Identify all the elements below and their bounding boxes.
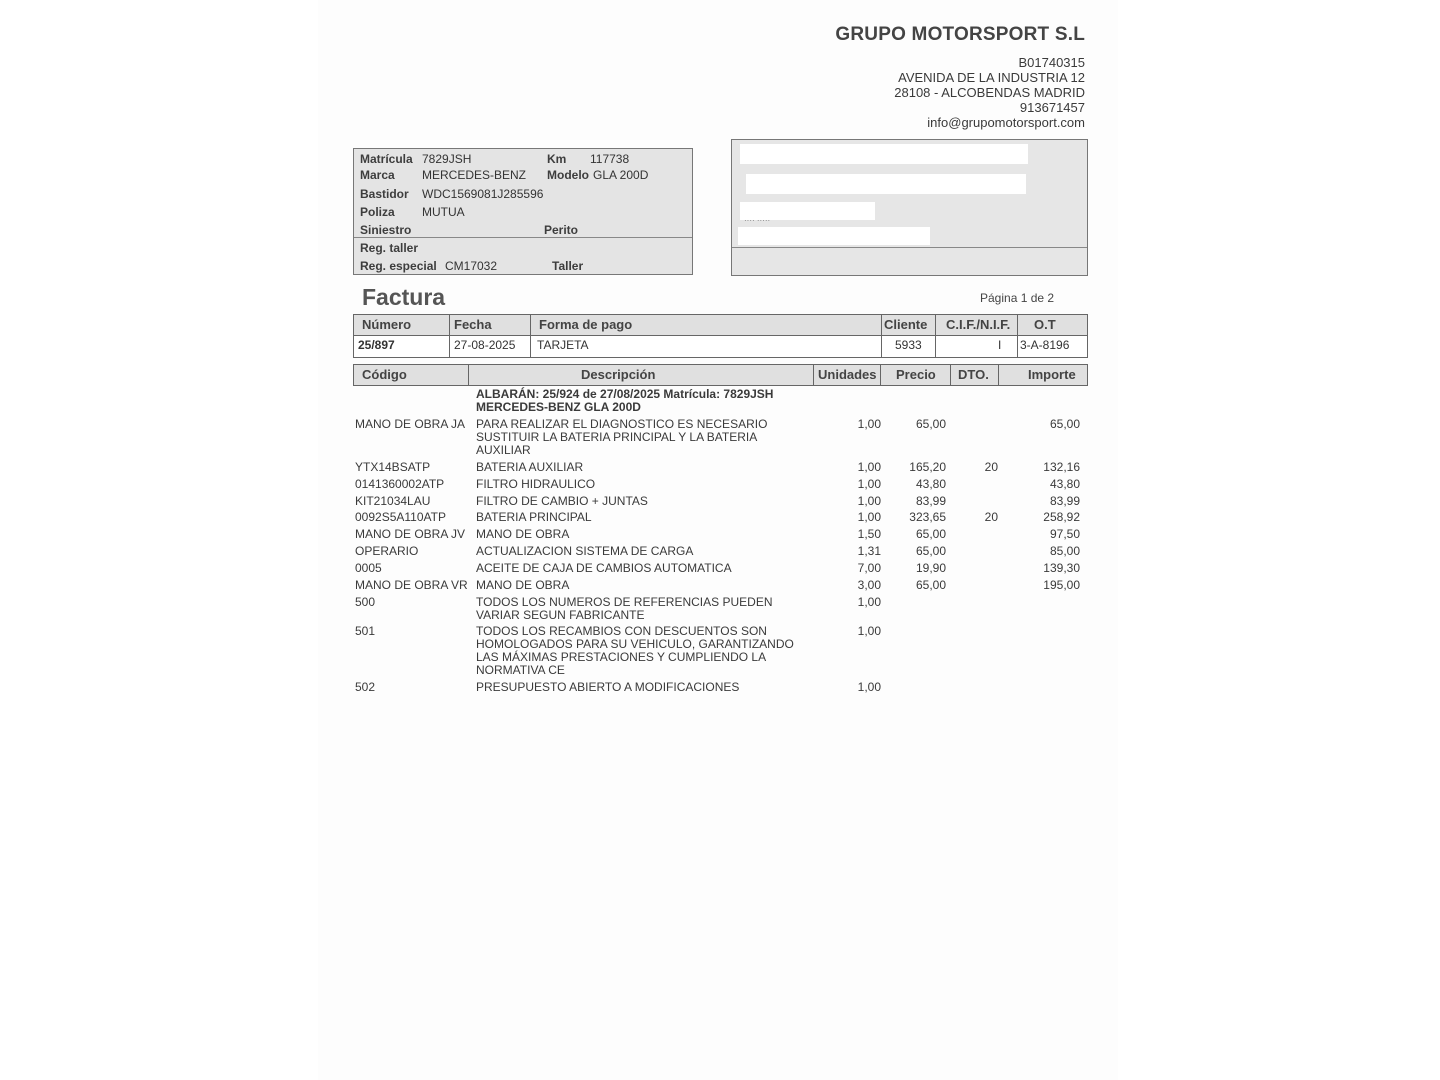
- page-indicator: Página 1 de 2: [980, 291, 1055, 305]
- line-code: MANO DE OBRA JV: [355, 527, 466, 541]
- poliza-value: MUTUA: [422, 205, 465, 219]
- reg-especial-value: CM17032: [445, 259, 498, 273]
- line-description: TODOS LOS RECAMBIOS CON DESCUENTOS SON HOMOLOGADOS PARA SU VEHICULO, GARANTIZANDO LAS MÁXIMAS PRESTACIONES Y CUMPLIENDO LA NORMATIVA CE: [476, 624, 794, 677]
- line-description: MANO DE OBRA: [476, 578, 570, 592]
- client-faint-text: ···· ·····: [744, 216, 771, 225]
- line-units: 3,00: [857, 578, 881, 592]
- perito-label: Perito: [544, 223, 579, 237]
- header-numero: Número: [362, 317, 412, 332]
- invoice-date: 27-08-2025: [454, 338, 516, 352]
- km-value: 117738: [590, 152, 630, 166]
- line-total: 97,50: [1049, 527, 1080, 541]
- line-code: 0092S5A110ATP: [355, 510, 446, 524]
- col-unidades: Unidades: [818, 367, 877, 382]
- line-units: 1,00: [857, 680, 881, 694]
- reg-especial-label: Reg. especial: [360, 259, 437, 273]
- matricula-label: Matrícula: [360, 152, 413, 166]
- line-units: 1,00: [857, 460, 881, 474]
- line-description: FILTRO HIDRAULICO: [476, 477, 596, 491]
- line-code: OPERARIO: [355, 544, 419, 558]
- line-code: 501: [355, 624, 376, 638]
- col-importe: Importe: [1028, 367, 1076, 382]
- col-codigo: Código: [362, 367, 407, 382]
- line-units: 1,31: [857, 544, 881, 558]
- company-name: GRUPO MOTORSPORT S.L: [835, 24, 1085, 45]
- line-code: 500: [355, 595, 376, 609]
- line-description: ACEITE DE CAJA DE CAMBIOS AUTOMATICA: [476, 561, 732, 575]
- line-description: MANO DE OBRA: [476, 527, 570, 541]
- km-label: Km: [547, 152, 567, 166]
- line-total: 65,00: [1049, 417, 1080, 431]
- line-price: 43,80: [915, 477, 946, 491]
- line-code: KIT21034LAU: [355, 494, 431, 508]
- taller-label: Taller: [552, 259, 584, 273]
- line-units: 1,00: [857, 624, 881, 638]
- matricula-value: 7829JSH: [422, 152, 472, 166]
- line-price: 19,90: [915, 561, 946, 575]
- line-code: 502: [355, 680, 376, 694]
- company-header: [835, 24, 1085, 130]
- line-code: 0141360002ATP: [355, 477, 445, 491]
- line-price: 65,00: [915, 527, 946, 541]
- line-description: ACTUALIZACION SISTEMA DE CARGA: [476, 544, 694, 558]
- company-address: AVENIDA DE LA INDUSTRIA 12: [898, 70, 1085, 85]
- line-code: YTX14BSATP: [355, 460, 431, 474]
- line-description: BATERIA PRINCIPAL: [476, 510, 592, 524]
- line-total: 258,92: [1043, 510, 1080, 524]
- line-units: 1,00: [857, 595, 881, 609]
- line-units: 1,00: [857, 494, 881, 508]
- lines-table-header: [353, 364, 1088, 386]
- header-cliente: Cliente: [884, 317, 928, 332]
- line-code: MANO DE OBRA JA: [355, 417, 466, 431]
- marca-value: MERCEDES-BENZ: [422, 168, 527, 182]
- line-units: 1,00: [857, 477, 881, 491]
- bastidor-label: Bastidor: [360, 187, 409, 201]
- line-total: 83,99: [1049, 494, 1080, 508]
- line-price: 323,65: [909, 510, 946, 524]
- line-units: 1,00: [857, 417, 881, 431]
- line-total: 195,00: [1043, 578, 1080, 592]
- client-number: 5933: [895, 338, 922, 352]
- payment-method: TARJETA: [537, 338, 589, 352]
- line-description: BATERIA AUXILIAR: [476, 460, 584, 474]
- bastidor-value: WDC1569081J285596: [422, 187, 544, 201]
- line-total: 43,80: [1049, 477, 1080, 491]
- line-price: 83,99: [915, 494, 946, 508]
- modelo-value: GLA 200D: [593, 168, 649, 182]
- albaran-line-2: MERCEDES-BENZ GLA 200D: [476, 400, 641, 414]
- col-precio: Precio: [896, 367, 936, 382]
- company-phone: 913671457: [1019, 100, 1085, 115]
- reg-taller-label: Reg. taller: [360, 241, 419, 255]
- invoice-header-table: [353, 314, 1088, 358]
- vehicle-box-divider: [354, 237, 692, 238]
- line-price: 65,00: [915, 578, 946, 592]
- redaction-bar: [746, 174, 1026, 194]
- line-units: 1,50: [857, 527, 881, 541]
- line-total: 139,30: [1043, 561, 1080, 575]
- line-dto: 20: [984, 460, 998, 474]
- header-fecha: Fecha: [454, 317, 492, 332]
- work-order: 3-A-8196: [1020, 338, 1070, 352]
- albaran-line-1: ALBARÁN: 25/924 de 27/08/2025 Matrícula: 7829JSH: [476, 387, 774, 401]
- line-code: MANO DE OBRA VR: [355, 578, 468, 592]
- col-dto: DTO.: [958, 367, 989, 382]
- line-price: 165,20: [909, 460, 946, 474]
- company-email: info@grupomotorsport.com: [927, 115, 1085, 130]
- line-code: 0005: [355, 561, 382, 575]
- line-price: 65,00: [915, 417, 946, 431]
- header-forma-pago: Forma de pago: [539, 317, 633, 332]
- client-cif: I: [998, 338, 1002, 352]
- line-description: FILTRO DE CAMBIO + JUNTAS: [476, 494, 648, 508]
- company-city: 28108 - ALCOBENDAS MADRID: [894, 85, 1085, 100]
- siniestro-label: Siniestro: [360, 223, 412, 237]
- poliza-label: Poliza: [360, 205, 395, 219]
- marca-label: Marca: [360, 168, 395, 182]
- redaction-bar: [738, 227, 930, 245]
- line-dto: 20: [984, 510, 998, 524]
- header-ot: O.T: [1034, 317, 1056, 332]
- line-units: 7,00: [857, 561, 881, 575]
- col-descripcion: Descripción: [581, 367, 656, 382]
- line-description: TODOS LOS NUMEROS DE REFERENCIAS PUEDEN VARIAR SEGUN FABRICANTE: [476, 595, 773, 622]
- header-cif: C.I.F./N.I.F.: [946, 317, 1011, 332]
- document-title: Factura: [362, 284, 446, 310]
- modelo-label: Modelo: [547, 168, 589, 182]
- line-total: 132,16: [1043, 460, 1080, 474]
- company-cif: B01740315: [1018, 55, 1085, 70]
- line-total: 85,00: [1049, 544, 1080, 558]
- line-price: 65,00: [915, 544, 946, 558]
- redaction-bar: [740, 144, 1028, 164]
- vehicle-info-box: [353, 148, 693, 275]
- invoice-number: 25/897: [358, 338, 395, 352]
- client-box-divider: [732, 247, 1087, 248]
- client-info-box: [731, 139, 1088, 276]
- line-description: PRESUPUESTO ABIERTO A MODIFICACIONES: [476, 680, 740, 694]
- line-description: PARA REALIZAR EL DIAGNOSTICO ES NECESARIO SUSTITUIR LA BATERIA PRINCIPAL Y LA BATERIA AUXILIAR: [476, 417, 768, 457]
- line-units: 1,00: [857, 510, 881, 524]
